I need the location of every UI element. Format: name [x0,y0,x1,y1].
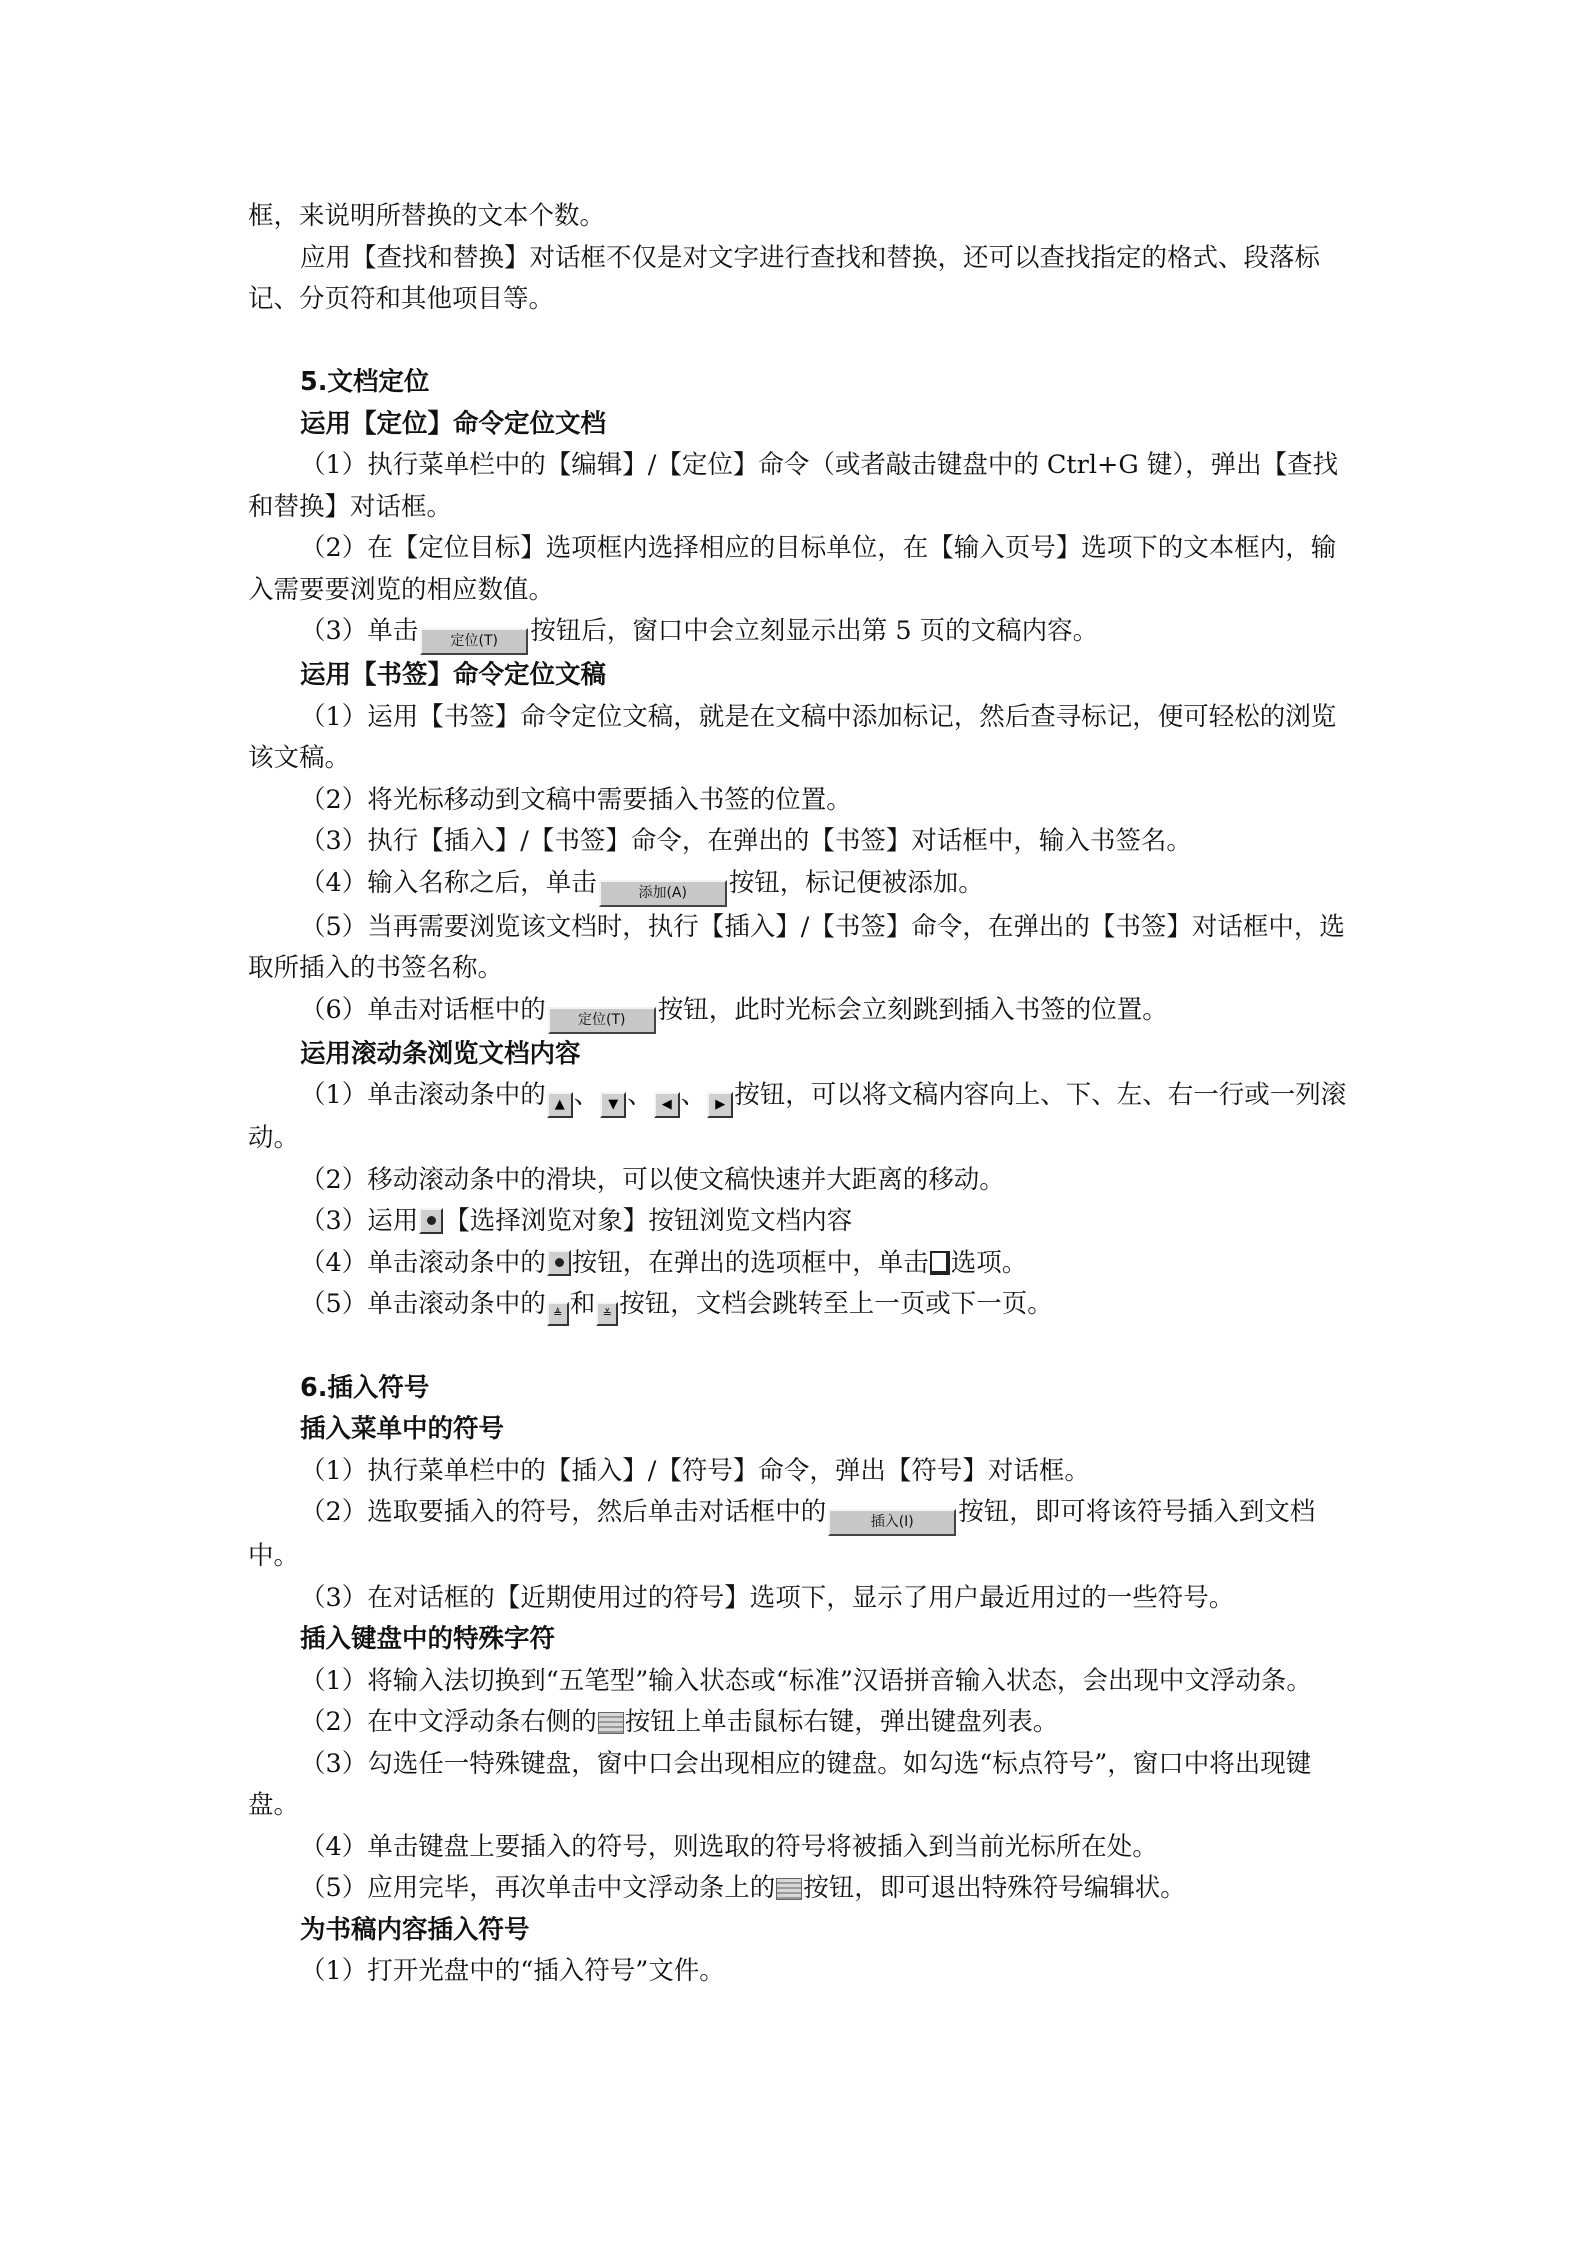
goto-button-image: 定位(T) [420,628,528,655]
text: 和 [569,1289,596,1319]
list-item [248,1075,1358,1160]
text: 选项。 [950,1247,1028,1278]
list-item [248,1284,1358,1326]
text: 按钮，可以将文稿内容向上、下、左、右一行或一列滚动。 [248,1080,1347,1153]
select-browse-object-icon [547,1250,571,1276]
text: （2）选取要插入的符号，然后单击对话框中的 [300,1497,827,1527]
paragraph: 应用【查找和替换】对话框不仅是对文字进行查找和替换，还可以查找指定的格式、段落标记、分页符和其他项目等。 [248,242,1321,314]
list-item [248,863,1358,907]
list-item: （4）单击键盘上要插入的符号，则选取的符号将被插入到当前光标所在处。 [300,1831,1158,1862]
scroll-left-arrow-icon: ◀ [654,1092,680,1118]
select-browse-object-icon [419,1208,443,1234]
list-item: （2）在【定位目标】选项框内选择相应的目标单位，在【输入页号】选项下的文本框内，输入需要要浏览的相应数值。 [248,533,1337,605]
list-item [248,1201,1358,1243]
text: （1）单击滚动条中的 [300,1080,546,1110]
text: 按钮上单击鼠标右键，弹出键盘列表。 [624,1707,1059,1737]
list-item: （5）当再需要浏览该文档时，执行【插入】/【书签】命令，在弹出的【书签】对话框中，选取所插入的书签名称。 [248,911,1345,983]
text: 按钮，在弹出的选项框中，单击 [571,1247,929,1278]
list-item: （1）将输入法切换到“五笔型”输入状态或“标准”汉语拼音输入状态，会出现中文浮动条。 [300,1665,1312,1696]
subheading: 运用【定位】命令定位文档 [300,408,607,439]
spacer [248,1326,1358,1368]
text: 按钮，标记便被添加。 [728,867,984,898]
text: 按钮，即可将该符号插入到文档中。 [248,1497,1316,1571]
subheading: 运用滚动条浏览文档内容 [300,1038,581,1069]
text: 【选择浏览对象】按钮浏览文档内容 [444,1206,853,1236]
text: 按钮后，窗口中会立刻显示出第 5 页的文稿内容。 [530,616,1099,646]
subheading: 运用【书签】命令定位文稿 [300,660,607,690]
text: （3）单击 [300,616,419,646]
list-item [248,990,1358,1034]
list-item: （3）勾选任一特殊键盘，窗中口会出现相应的键盘。如勾选“标点符号”，窗口中将出现键盘。 [248,1748,1312,1820]
section-heading: 5.文档定位 [300,367,430,397]
list-item [248,1702,1358,1744]
subheading: 插入键盘中的特殊字符 [300,1624,556,1654]
paragraph: 框，来说明所替换的文本个数。 [248,201,606,231]
list-item: （3）在对话框的【近期使用过的符号】选项下，显示了用户最近用过的一些符号。 [300,1582,1235,1613]
browse-by-page-icon [930,1251,950,1275]
soft-keyboard-icon [776,1878,802,1900]
list-item: （3）执行【插入】/【书签】命令，在弹出的【书签】对话框中，输入书签名。 [300,826,1192,856]
scroll-up-arrow-icon: ▲ [547,1092,573,1118]
text: （5）应用完毕，再次单击中文浮动条上的 [300,1873,776,1903]
list-item: （1）执行菜单栏中的【插入】/【符号】命令，弹出【符号】对话框。 [300,1455,1090,1486]
insert-button-image: 插入(I) [828,1509,956,1536]
subheading: 插入菜单中的符号 [300,1414,505,1444]
list-item [248,1243,1358,1285]
section-heading: 6.插入符号 [300,1372,430,1403]
separator: 、 [627,1080,653,1110]
text: （6）单击对话框中的 [300,994,546,1025]
list-item: （2）移动滚动条中的滑块，可以使文稿快速并大距离的移动。 [300,1164,1005,1195]
list-item [248,611,1358,655]
text: （3）运用 [300,1206,419,1236]
text: （4）输入名称之后，单击 [300,867,597,898]
list-item [248,1868,1358,1910]
list-item: （2）将光标移动到文稿中需要插入书签的位置。 [300,784,852,815]
text: 按钮，即可退出特殊符号编辑状。 [803,1873,1186,1903]
list-item [248,1492,1358,1578]
document-page [248,196,1358,1993]
add-button-image: 添加(A) [599,880,727,907]
list-item: （1）运用【书签】命令定位文稿，就是在文稿中添加标记，然后查寻标记，便可轻松的浏览该文稿。 [248,701,1337,773]
goto-button-image: 定位(T) [548,1007,656,1034]
list-item: （1）打开光盘中的“插入符号”文件。 [300,1956,725,1986]
spacer [248,321,1358,363]
next-page-icon: ≚ [596,1302,618,1326]
subheading: 为书稿内容插入符号 [300,1914,530,1945]
separator: 、 [573,1080,600,1110]
scroll-right-arrow-icon: ▶ [707,1092,733,1118]
text: （5）单击滚动条中的 [300,1289,546,1319]
text: 按钮，文档会跳转至上一页或下一页。 [619,1289,1053,1319]
scroll-down-arrow-icon: ▼ [600,1092,626,1118]
separator: 、 [680,1080,707,1110]
text: （2）在中文浮动条右侧的 [300,1707,597,1737]
text: （4）单击滚动条中的 [300,1247,546,1278]
soft-keyboard-icon [598,1712,624,1734]
text: 按钮，此时光标会立刻跳到插入书签的位置。 [657,994,1168,1025]
list-item: （1）执行菜单栏中的【编辑】/【定位】命令（或者敲击键盘中的 Ctrl+G 键），弹出【查找和替换】对话框。 [248,450,1339,522]
previous-page-icon: ≜ [547,1302,569,1326]
